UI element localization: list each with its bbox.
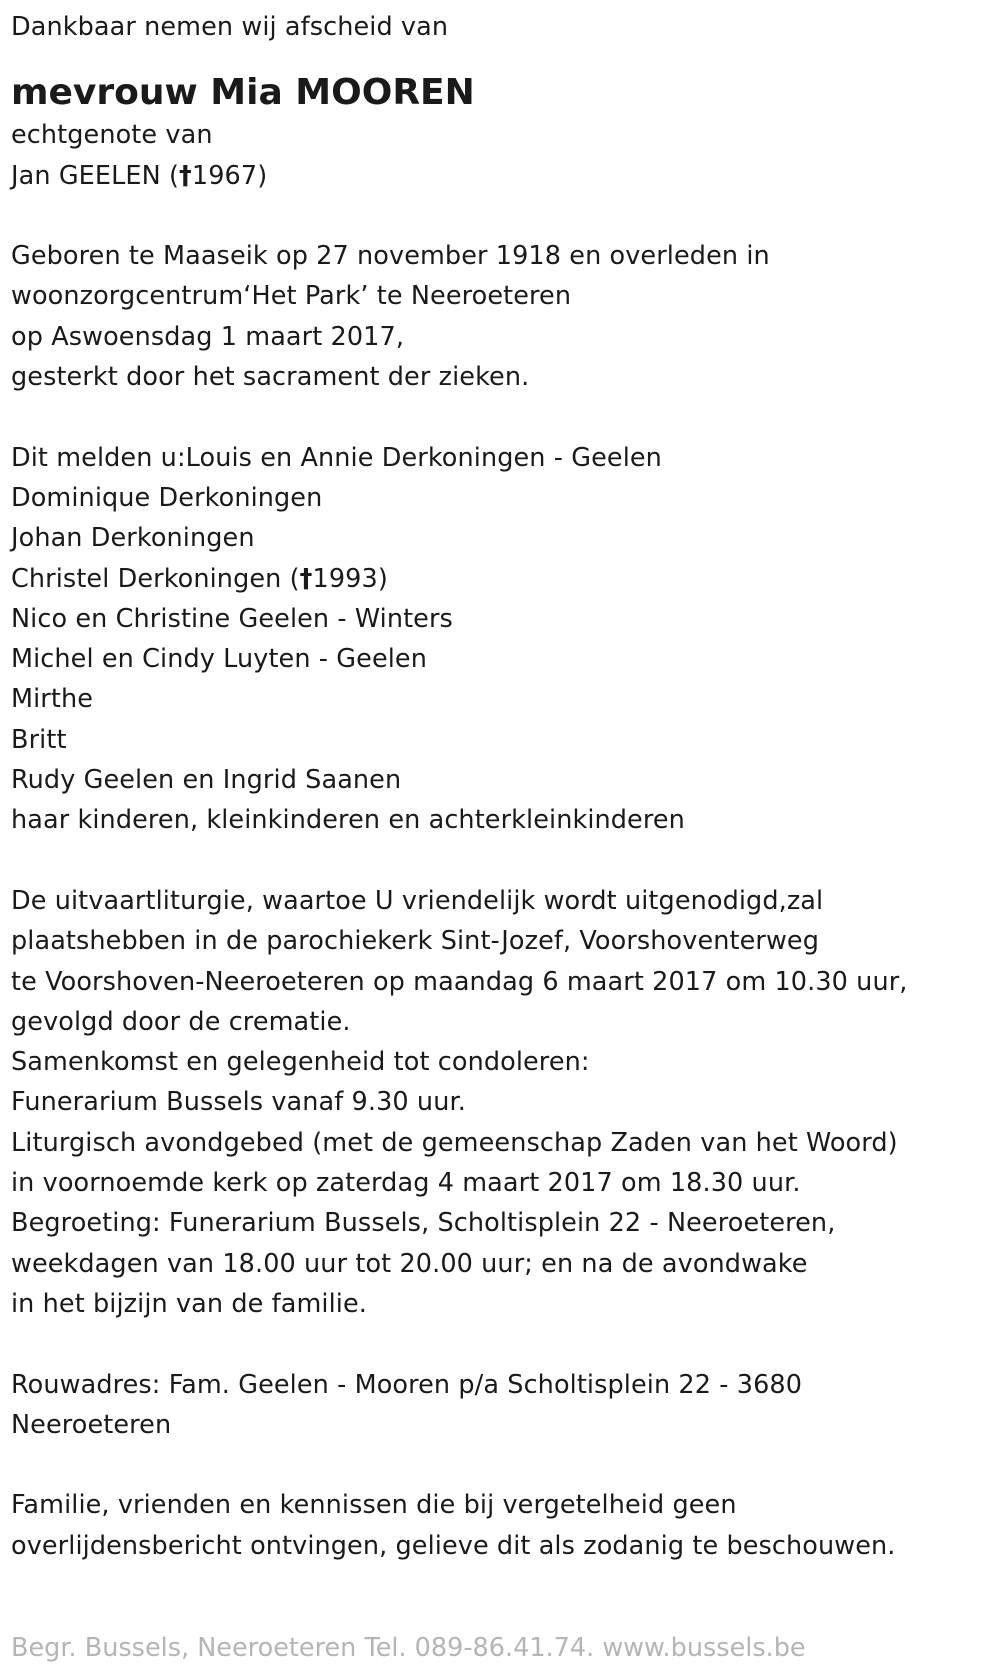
family-line: Johan Derkoningen [11, 523, 255, 554]
ceremony-line: in het bijzijn van de familie. [11, 1288, 367, 1319]
notice-section [11, 1485, 986, 1566]
deceased-name: mevrouw Mia MOOREN [11, 72, 475, 114]
ceremony-section [11, 881, 986, 1324]
notice-line: Familie, vrienden en kennissen die bij vergetelheid geen [11, 1490, 737, 1521]
family-line: Nico en Christine Geelen - Winters [11, 603, 453, 634]
family-line: Dit melden u:Louis en Annie Derkoningen - Geelen [11, 442, 662, 473]
address-section [11, 1365, 986, 1446]
family-line: Rudy Geelen en Ingrid Saanen [11, 765, 402, 796]
ceremony-line: De uitvaartliturgie, waartoe U vriendelijk wordt uitgenodigd,zal [11, 885, 824, 916]
family-line: Dominique Derkoningen [11, 482, 323, 513]
ceremony-line: weekdagen van 18.00 uur tot 20.00 uur; en na de avondwake [11, 1248, 808, 1279]
ceremony-line: Begroeting: Funerarium Bussels, Scholtisplein 22 - Neeroeteren, [11, 1208, 836, 1239]
ceremony-line: Samenkomst en gelegenheid tot condoleren: [11, 1047, 590, 1078]
family-section [11, 438, 986, 841]
birth-line: Geboren te Maaseik op 27 november 1918 en overleden in [11, 241, 770, 272]
ceremony-line: plaatshebben in de parochiekerk Sint-Jozef, Voorshoventerweg [11, 926, 819, 957]
family-line [11, 559, 986, 599]
ceremony-line: Funerarium Bussels vanaf 9.30 uur. [11, 1087, 466, 1118]
address-line: Neeroeteren [11, 1409, 172, 1440]
ceremony-line: gevolgd door de crematie. [11, 1006, 351, 1037]
birth-death-section [11, 236, 986, 397]
ceremony-line: te Voorshoven-Neeroeteren op maandag 6 maart 2017 om 10.30 uur, [11, 966, 908, 997]
family-line: Michel en Cindy Luyten - Geelen [11, 644, 427, 675]
cross-icon: † [299, 563, 313, 594]
obituary-document [11, 0, 986, 1566]
funeral-home-footer: Begr. Bussels, Neeroeteren Tel. 089-86.41.74. www.bussels.be [11, 1633, 806, 1663]
family-member-name: Christel Derkoningen ( [11, 563, 300, 594]
family-line: haar kinderen, kleinkinderen en achterkleinkinderen [11, 805, 685, 836]
spouse-line [11, 156, 986, 196]
ceremony-line: Liturgisch avondgebed (met de gemeenschap Zaden van het Woord) [11, 1127, 898, 1158]
birth-line: gesterkt door het sacrament der zieken. [11, 362, 530, 393]
relation-text: echtgenote van [11, 120, 213, 151]
intro-text: Dankbaar nemen wij afscheid van [11, 12, 449, 42]
ceremony-line: in voornoemde kerk op zaterdag 4 maart 2017 om 18.30 uur. [11, 1168, 801, 1199]
family-line: Britt [11, 724, 67, 755]
birth-line: op Aswoensdag 1 maart 2017, [11, 321, 405, 352]
spouse-name: Jan GEELEN ( [11, 160, 180, 191]
family-line: Mirthe [11, 684, 94, 715]
address-line: Rouwadres: Fam. Geelen - Mooren p/a Scholtisplein 22 - 3680 [11, 1369, 803, 1400]
birth-line: woonzorgcentrum‘Het Park’ te Neeroeteren [11, 281, 572, 312]
family-member-year: 1993) [312, 563, 388, 594]
notice-line: overlijdensbericht ontvingen, gelieve dit als zodanig te beschouwen. [11, 1530, 896, 1561]
cross-icon: † [179, 160, 192, 191]
spouse-year: 1967) [191, 160, 268, 191]
